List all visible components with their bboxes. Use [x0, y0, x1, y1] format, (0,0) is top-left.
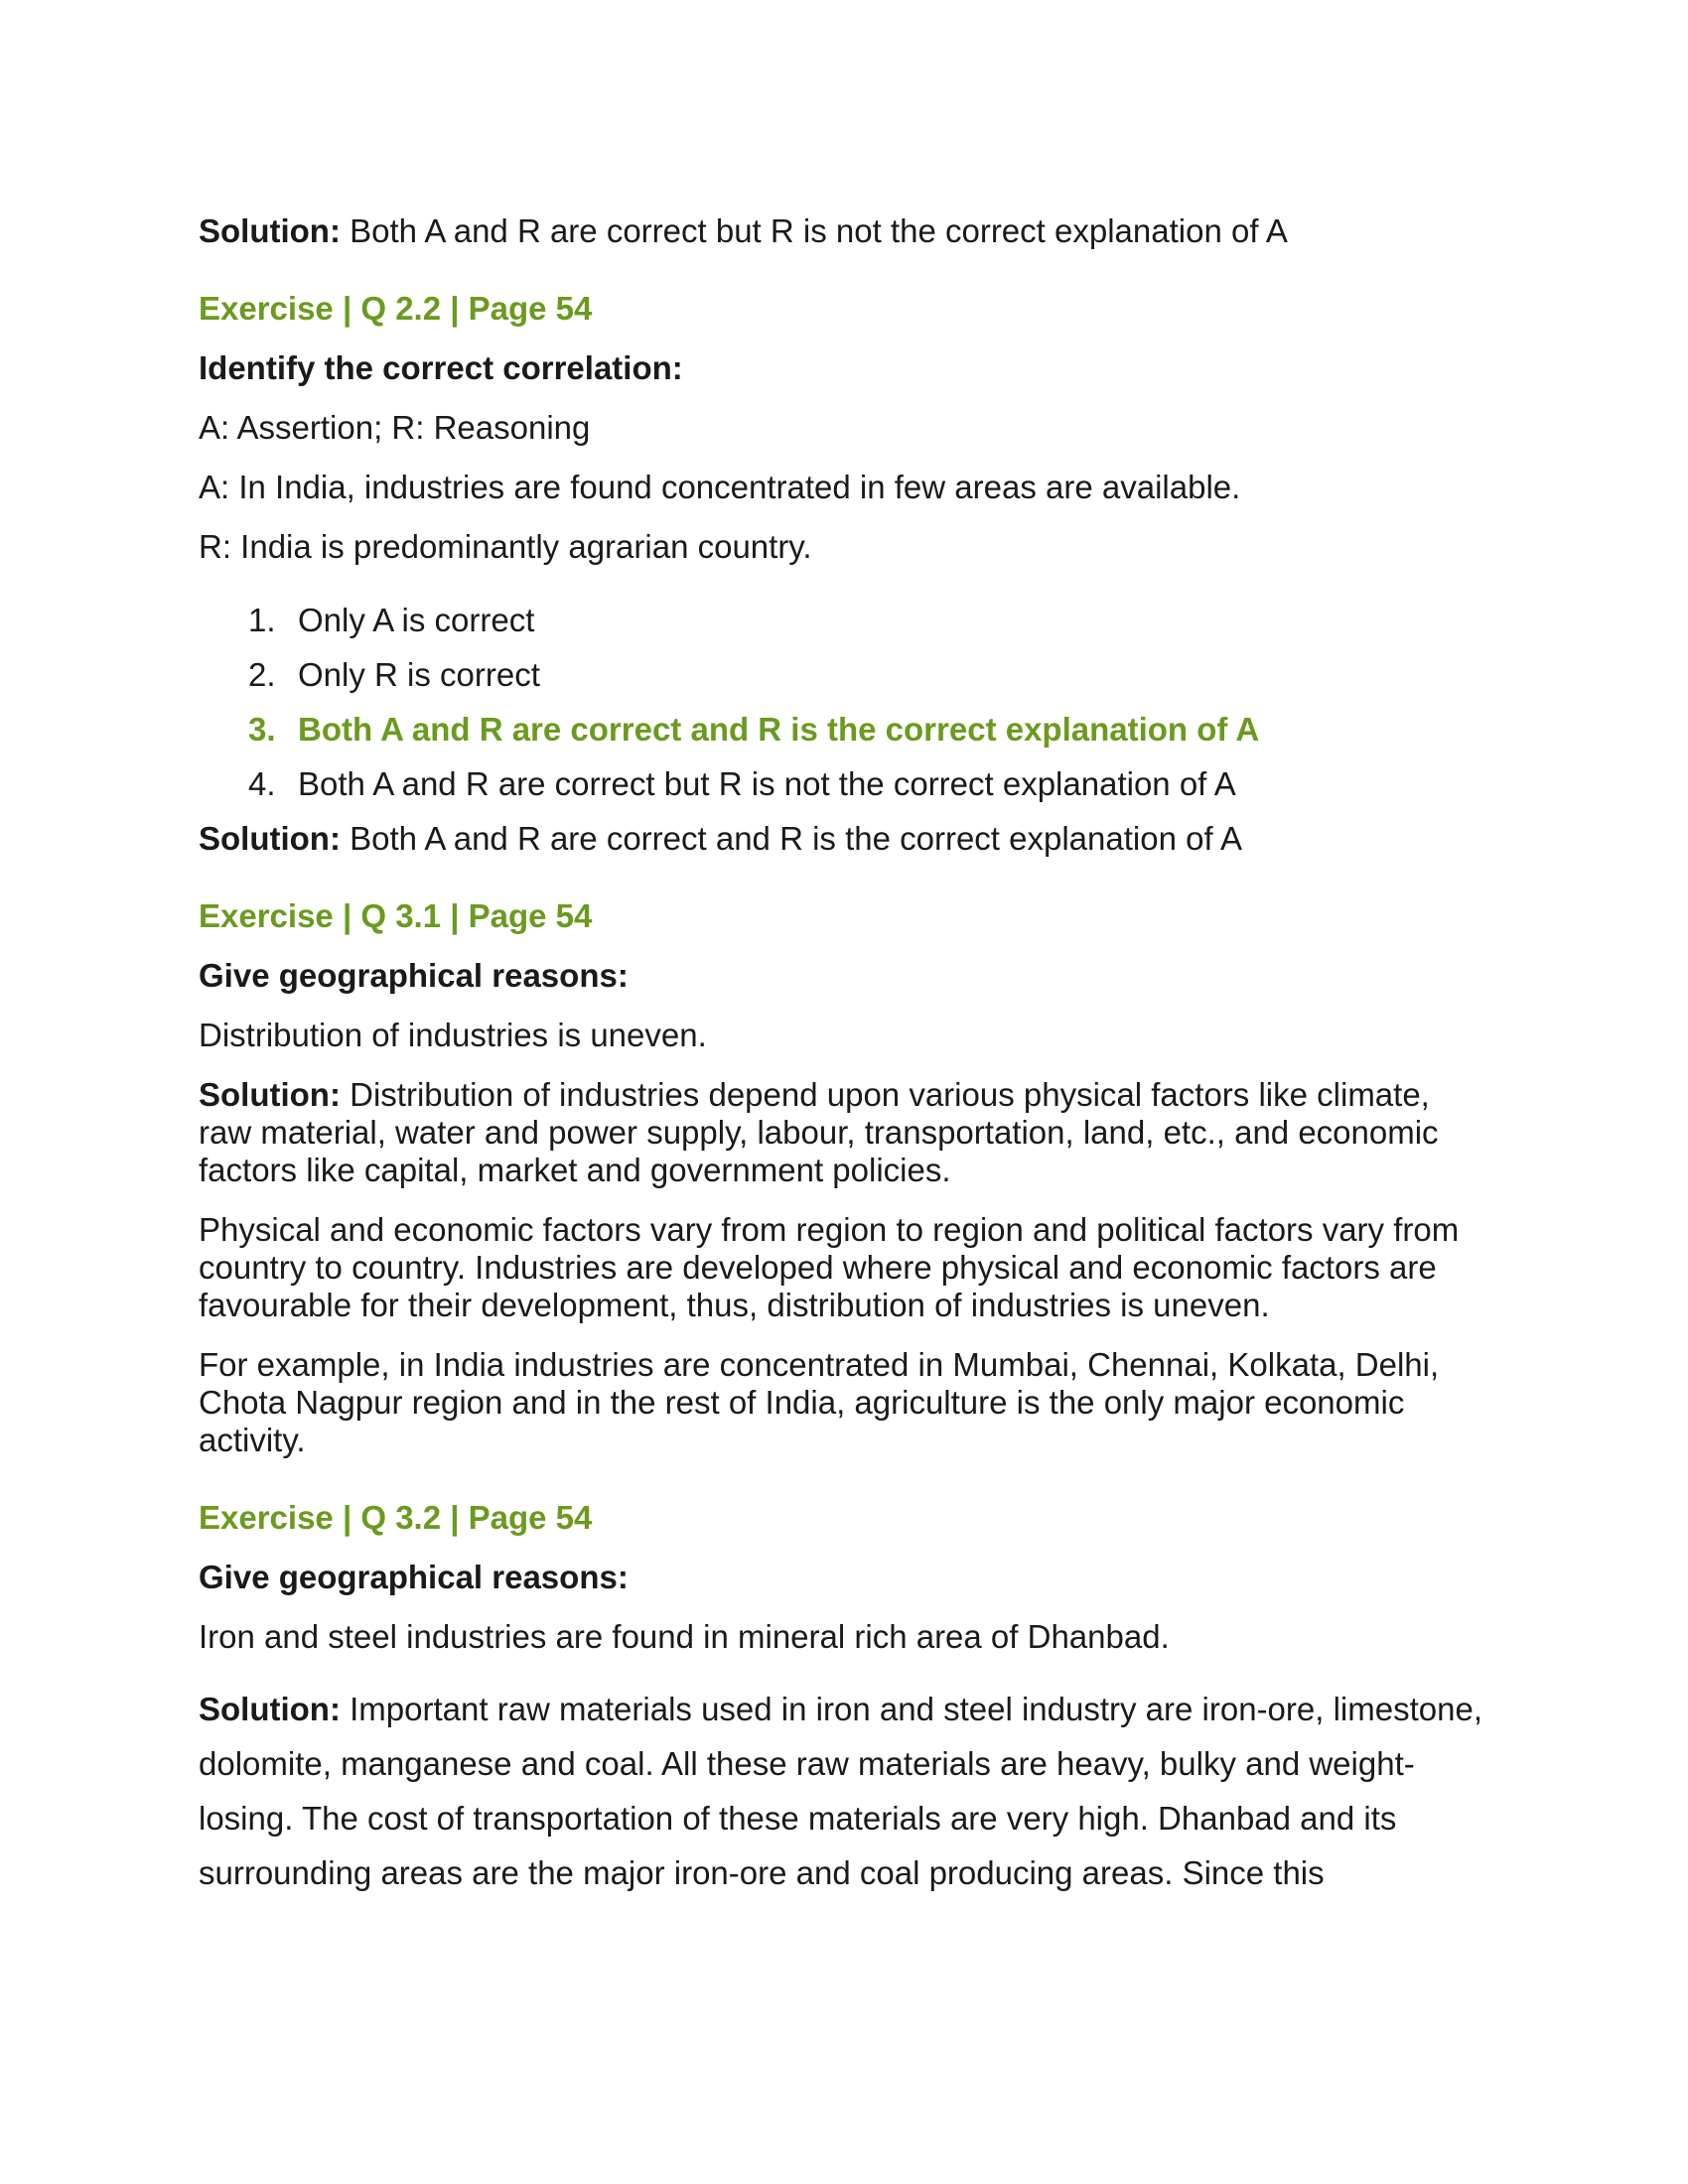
solution-label: Solution:: [199, 820, 341, 857]
option-3-correct: [248, 711, 1489, 749]
assertion-reasoning-key: A: Assertion; R: Reasoning: [199, 409, 591, 446]
solution-q21: [199, 212, 1489, 250]
question-title-q32: Give geographical reasons:: [199, 1559, 629, 1595]
reasoning-text: R: India is predominantly agrarian country.: [199, 528, 812, 565]
solution-paragraph-3: For example, in India industries are concentrated in Mumbai, Chennai, Kolkata, Delhi, Chota Nagpur region and in the rest of India, agriculture is the only major economic activity.: [199, 1346, 1440, 1458]
solution-label: Solution:: [199, 1076, 341, 1113]
document-page: [199, 212, 1489, 1900]
option-4: [248, 765, 1489, 803]
option-text: Both A and R are correct and R is the correct explanation of A: [298, 711, 1260, 748]
solution-label: Solution:: [199, 212, 341, 249]
exercise-heading-q22: Exercise | Q 2.2 | Page 54: [199, 290, 593, 327]
solution-label: Solution:: [199, 1691, 341, 1727]
solution-paragraph-2: Physical and economic factors vary from region to region and political factors vary from country to country. Industries are developed where physical and economic factors are favourable for their development, thus, distribution of industries is uneven.: [199, 1211, 1460, 1323]
solution-q22: [199, 820, 1489, 858]
question-title-q22: Identify the correct correlation:: [199, 349, 683, 386]
option-text: Only A is correct: [298, 602, 535, 638]
option-text: Only R is correct: [298, 656, 540, 693]
option-number: 2.: [248, 656, 276, 693]
solution-q32: [199, 1682, 1489, 1900]
question-title-q31: Give geographical reasons:: [199, 957, 629, 994]
question-statement-q32: Iron and steel industries are found in mineral rich area of Dhanbad.: [199, 1618, 1170, 1655]
option-number: 4.: [248, 765, 276, 802]
solution-text: Important raw materials used in iron and steel industry are iron-ore, limestone, dolomite, manganese and coal. All these raw materials are heavy, bulky and weight-losing. The cost of transportation of these materials are very high. Dhanbad and its surrounding areas are the major iron-ore and coal producing areas. Since this: [199, 1691, 1482, 1891]
solution-q31: [199, 1076, 1489, 1189]
options-list-q22: [199, 602, 1489, 803]
solution-text: Distribution of industries depend upon various physical factors like climate, raw material, water and power supply, labour, transportation, land, etc., and economic factors like capital, market and government policies.: [199, 1076, 1439, 1188]
solution-text: Both A and R are correct and R is the correct explanation of A: [340, 820, 1242, 857]
solution-text: Both A and R are correct but R is not the correct explanation of A: [340, 212, 1288, 249]
question-statement-q31: Distribution of industries is uneven.: [199, 1017, 707, 1053]
option-2: [248, 656, 1489, 694]
option-text: Both A and R are correct but R is not the correct explanation of A: [298, 765, 1236, 802]
option-number: 3.: [248, 711, 276, 748]
option-1: [248, 602, 1489, 639]
exercise-heading-q31: Exercise | Q 3.1 | Page 54: [199, 897, 593, 934]
option-number: 1.: [248, 602, 276, 638]
exercise-heading-q32: Exercise | Q 3.2 | Page 54: [199, 1499, 593, 1536]
assertion-text: A: In India, industries are found concentrated in few areas are available.: [199, 469, 1241, 505]
